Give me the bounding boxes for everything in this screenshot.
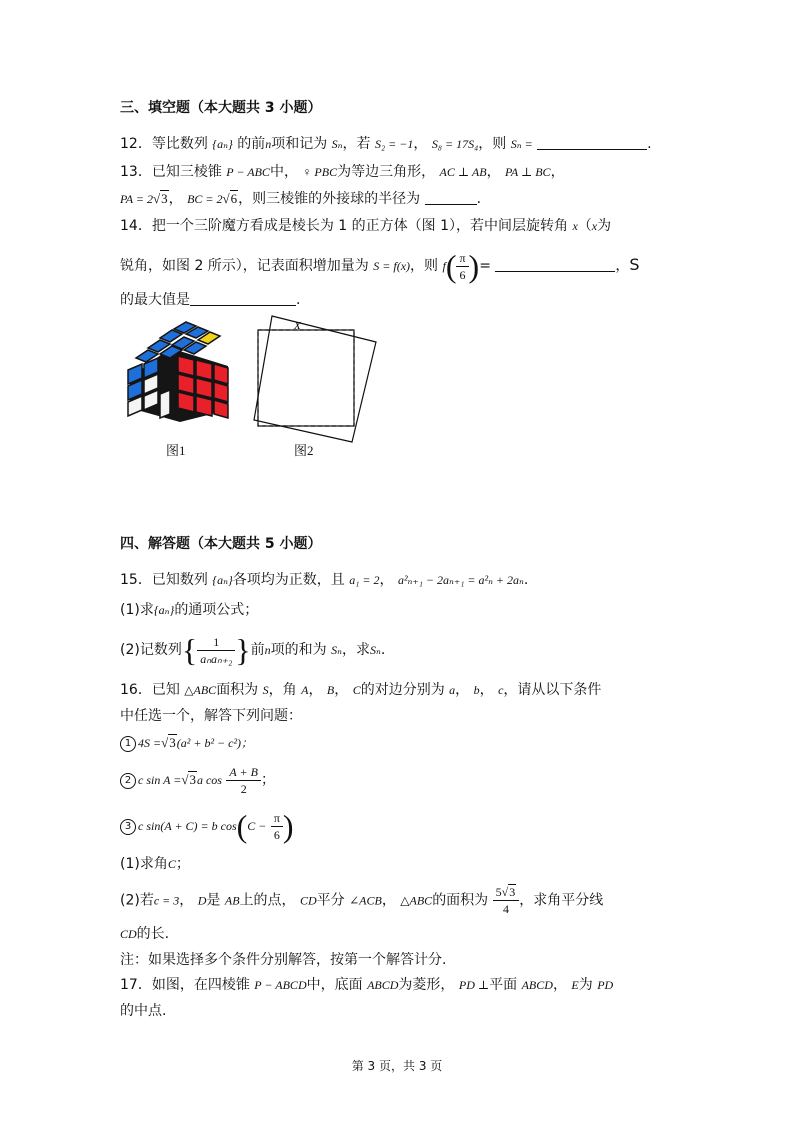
answer-blank-14a[interactable]: [495, 257, 615, 272]
question-14-line3: 的最大值是 .: [120, 292, 301, 308]
condition-1: 1 4S =√3(a² + b² − c²)；: [120, 733, 253, 753]
question-15-part1: (1)求{aₙ}的通项公式；: [120, 602, 259, 618]
question-15-part2: (2)记数列{ $\frac{1}{\text{aₙaₙ₊₂}}$ }前n项的和为 Sₙ，求Sₙ.: [120, 632, 386, 668]
question-16-line2: 中任选一个，解答下列问题：: [120, 708, 302, 724]
question-14-line2: 锐角，如图 2 所示），记表面积增加量为 S = f(x)，则 f( $\frac{\pi}{6}$ )= ，S: [120, 248, 640, 284]
question-14-line1: 14．把一个三阶魔方看成是棱长为 1 的正方体（图 1），若中间层旋转角 x（x为: [120, 218, 612, 234]
question-13-line1: 13．已知三棱锥 P − ABC中， ♀ PBC为等边三角形， AC ⊥ AB， PA ⊥ BC，: [120, 164, 565, 180]
section4-title: 四、解答题（本大题共 5 小题）: [120, 536, 322, 552]
question-16-line1: 16．已知 △ABC面积为 S，角 A， B， C的对边分别为 a， b， c，请从以下条件: [120, 682, 602, 698]
question-13-line2: PA = 2√3， BC = 2√6，则三棱锥的外接球的半径为 .: [120, 191, 482, 207]
answer-blank-14b[interactable]: [190, 291, 296, 306]
question-16-part2: (2)若c = 3， D是 AB上的点， CD平分 ∠ACB， △ABC的面积为 $\frac{5√3}{4}$ ，求角平分线: [120, 885, 604, 916]
figure-2-rotated-square: [252, 312, 382, 448]
condition-2: 2 c sin A =√3a cos $\frac{A + B}{2}$ ；: [120, 762, 275, 798]
page-footer: 第 3 页，共 3 页: [351, 1059, 443, 1073]
answer-blank-12[interactable]: [537, 135, 647, 150]
figure-1-rubiks-cube: [120, 318, 238, 426]
section3-title: 三、填空题（本大题共 3 小题）: [120, 100, 322, 116]
question-16-part2-end: CD的长.: [120, 926, 170, 942]
condition-3: 3 c sin(A + C) = b cos(C − $\frac{\pi}{6}$ ): [120, 808, 294, 844]
question-16-part1: (1)求角C；: [120, 856, 190, 872]
question-15: 15．已知数列 {aₙ}各项均为正数，且 a₁ = 2， a²ₙ₊₁ − 2aₙ₊₁ = a²ₙ + 2aₙ.: [120, 572, 529, 588]
question-16-note: 注：如果选择多个条件分别解答，按第一个解答计分.: [120, 952, 447, 968]
figure-2-caption: 图2: [294, 443, 314, 458]
figure-2-angle-label: X: [294, 320, 301, 332]
figure-1-caption: 图1: [166, 443, 186, 458]
question-17-line1: 17．如图，在四棱锥 P − ABCD中，底面 ABCD为菱形， PD ⊥平面 ABCD， E为 PD: [120, 977, 614, 993]
question-17-line2: 的中点.: [120, 1003, 167, 1019]
answer-blank-13[interactable]: [425, 190, 477, 205]
question-12: 12．等比数列 {aₙ} 的前n项和记为 Sₙ，若 S₂ = −1， S₈ = 17S₄，则 Sₙ = .: [120, 136, 652, 152]
